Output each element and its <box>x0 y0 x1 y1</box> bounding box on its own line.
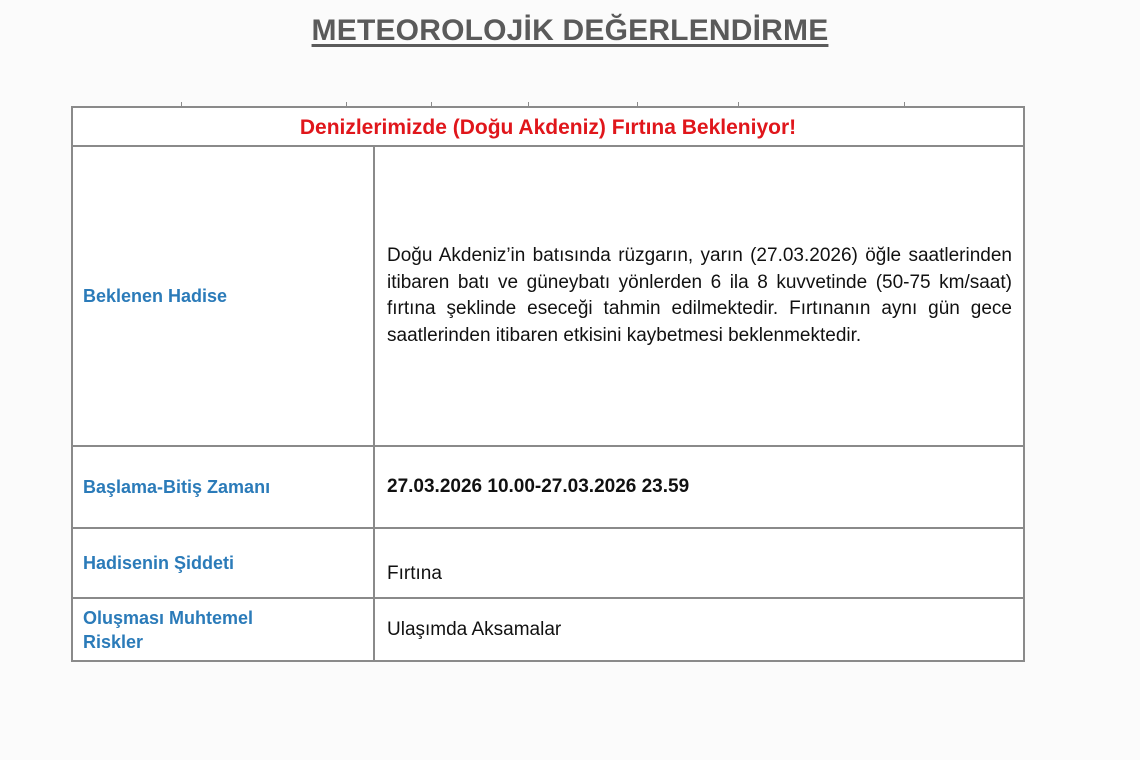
warning-table <box>71 106 1025 662</box>
row-label: Başlama-Bitiş Zamanı <box>73 447 375 527</box>
table-row <box>73 145 1023 445</box>
table-row <box>73 527 1023 597</box>
row-value <box>375 147 1023 445</box>
row-value: 27.03.2026 10.00-27.03.2026 23.59 <box>387 476 690 497</box>
table-row <box>73 445 1023 527</box>
event-description: Doğu Akdeniz’in batısında rüzgarın, yarın (27.03.2026) öğle saatlerinden itibaren batı ve güneybatı yönlerden 6 ila 8 kuvvetinde (50-75 km/saat) fırtına şeklinde eseceği tahmin edilmektedir. Fırtınanın aynı gün gece saatlerinden itibaren etkisini kaybetmesi beklenmektedir. <box>387 245 1012 346</box>
row-label: Oluşması Muhtemel Riskler <box>73 599 375 660</box>
table-header: Denizlerimizde (Doğu Akdeniz) Fırtına Bekleniyor! <box>299 115 797 139</box>
row-label: Hadisenin Şiddeti <box>73 529 375 597</box>
table-row <box>73 597 1023 660</box>
row-value: Fırtına <box>387 563 442 584</box>
row-value: Ulaşımda Aksamalar <box>387 618 562 640</box>
page-title: METEOROLOJİK DEĞERLENDİRME <box>311 14 829 47</box>
row-label: Beklenen Hadise <box>73 147 375 445</box>
